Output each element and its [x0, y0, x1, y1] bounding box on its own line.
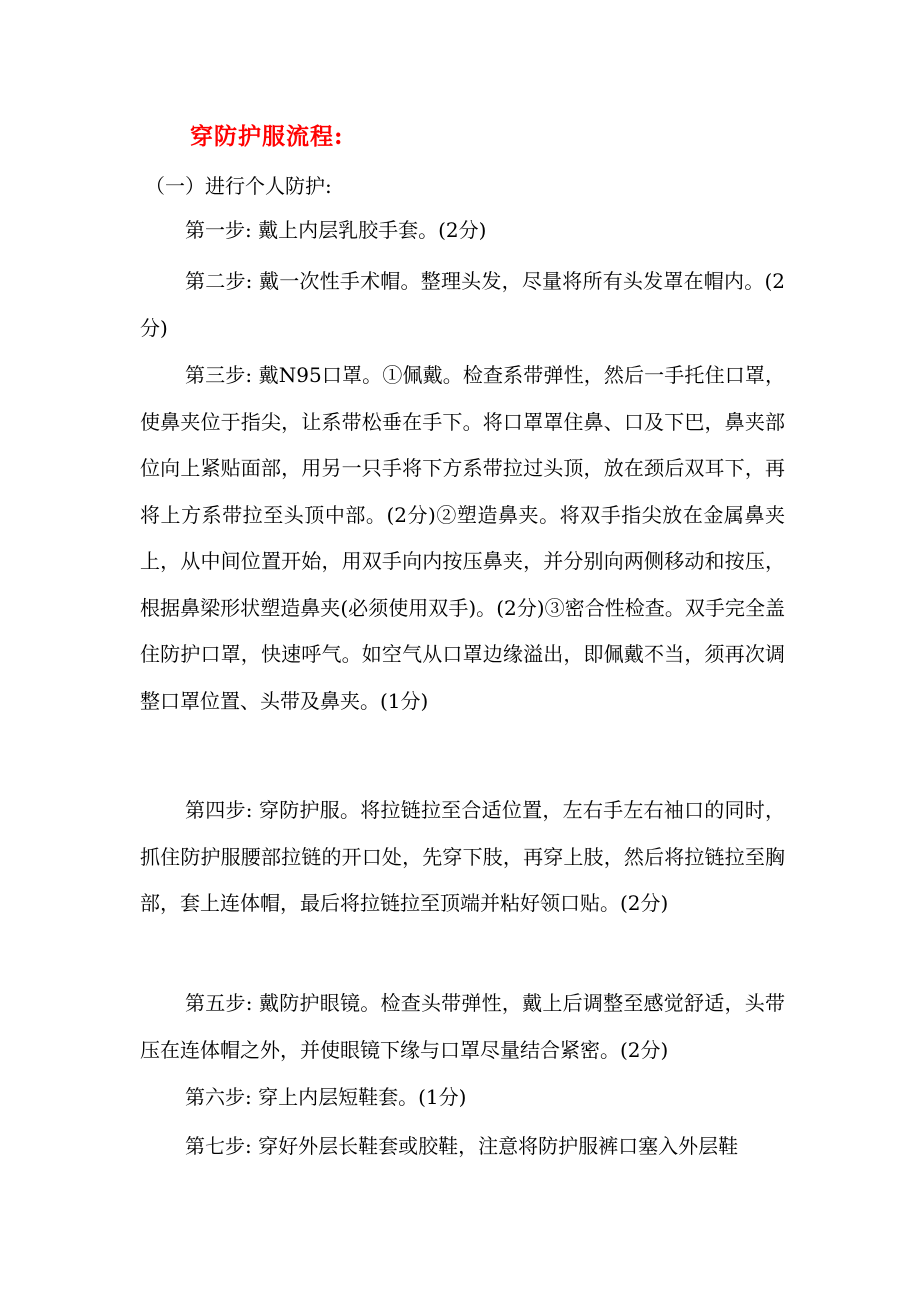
step-paragraph-3: 第三步: 戴N95口罩。①佩戴。检查系带弹性，然后一手托住口罩，使鼻夹位于指尖，让系带松垂在手下。将口罩罩住鼻、口及下巴，鼻夹部位向上紧贴面部，用另一只手将下方系带拉过头顶，放在颈后双耳下，再将上方系带拉至头顶中部。(2分)②塑造鼻夹。将双手指尖放在金属鼻夹上，从中间位置开始，用双手向内按压鼻夹，并分别向两侧移动和按压，根据鼻梁形状塑造鼻夹(必须使用双手)。(2分)③密合性检查。双手完全盖住防护口罩，快速呼气。如空气从口罩边缘溢出，即佩戴不当，须再次调整口罩位置、头带及鼻夹。(1分) [140, 363, 785, 713]
step-paragraph-1: 第一步: 戴上内层乳胶手套。(2分) [185, 218, 487, 242]
step-paragraph-5: 第五步: 戴防护眼镜。检查头带弹性，戴上后调整至感觉舒适，头带压在连体帽之外，并使眼镜下缘与口罩尽量结合紧密。(2分) [140, 991, 785, 1062]
step-paragraph-6: 第六步: 穿上内层短鞋套。(1分) [185, 1085, 467, 1109]
section-heading: （一）进行个人防护: [145, 174, 332, 198]
step-paragraph-7: 第七步: 穿好外层长鞋套或胶鞋，注意将防护服裤口塞入外层鞋 [185, 1134, 739, 1158]
document-title: 穿防护服流程: [190, 123, 344, 150]
step-paragraph-4: 第四步: 穿防护服。将拉链拉至合适位置，左右手左右袖口的同时，抓住防护服腰部拉链的开口处，先穿下肢，再穿上肢，然后将拉链拉至胸部，套上连体帽，最后将拉链拉至顶端并粘好领口贴。(2分) [140, 798, 785, 915]
step-paragraph-2: 第二步: 戴一次性手术帽。整理头发，尽量将所有头发罩在帽内。(2分) [140, 269, 785, 340]
